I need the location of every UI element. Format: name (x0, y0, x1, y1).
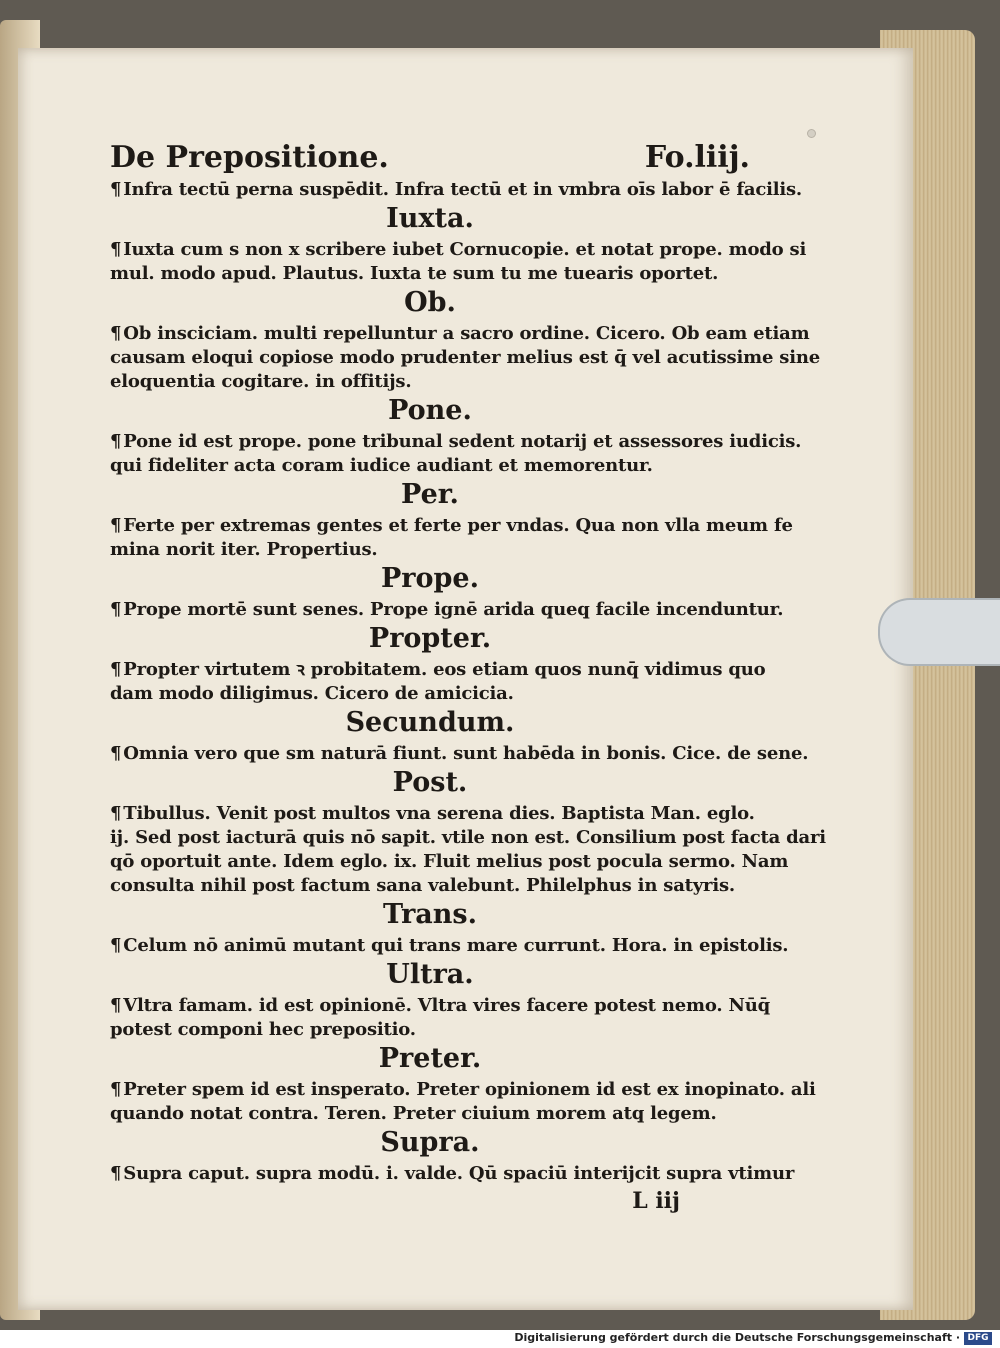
line-text: quando notat contra. Teren. Preter ciuium morem atq̧ legem. (110, 1103, 717, 1124)
text-line (110, 262, 750, 286)
line-text: Celum nō animū mutant qui trans mare currunt. Hora. in epistolis. (123, 935, 789, 956)
entry-heading: Per. (401, 479, 459, 510)
text-line (110, 1078, 816, 1102)
line-text: causam eloqui copiose modo prudenter melius est q̄ vel acutissime sine (110, 347, 820, 368)
line-text: mul. modo apud. Plautus. Iuxta te sum tu me tuearis oportet. (110, 263, 719, 284)
pilcrow-icon: ¶ (110, 995, 122, 1016)
line-text: potest componi hec prepositio. (110, 1019, 416, 1040)
line-text: qō oportuit ante. Idem eglo. ix. Fluit melius post pocula sermo. Nam (110, 851, 789, 872)
entry-heading: Supra. (380, 1127, 480, 1158)
text-line (110, 934, 789, 958)
line-text: Tibullus. Venit post multos vna serena dies. Baptista Man. eglo. (123, 803, 755, 824)
text-line (110, 322, 810, 346)
entry-heading: Ultra. (386, 959, 474, 990)
entry-heading: Pone. (388, 395, 472, 426)
entry-heading: Preter. (378, 1043, 482, 1074)
line-text: Infra tectū perna suspēdit. Infra tectū et in vmbra oīs labor ē facilis. (123, 179, 802, 200)
line-text: Prope mortē sunt senes. Prope ignē arida queq̧ facile incenduntur. (123, 599, 784, 620)
entry-heading: Trans. (382, 899, 478, 930)
text-line (110, 238, 807, 262)
line-text: Omnia vero que sm naturā fiunt. sunt habēda in bonis. Cice. de sene. (123, 743, 809, 764)
text-line (110, 874, 750, 898)
footer-credit: Digitalisierung gefördert durch die Deutsche Forschungsgemeinschaft · (514, 1331, 960, 1344)
footer-bar (0, 1330, 1000, 1348)
line-text: Ob insciciam. multi repelluntur a sacro ordine. Cicero. Ob eam etiam (123, 323, 810, 344)
text-line (110, 850, 789, 874)
text-line (110, 658, 766, 682)
text-line (110, 1102, 750, 1126)
line-text: consulta nihil post factum sana valebunt. Philelphus in satyris. (110, 875, 735, 896)
line-text: ij. Sed post iacturā quis nō sapit. vtile non est. Consilium post facta dari (110, 827, 826, 848)
line-text: Iuxta cum s non x scribere iubet Cornucopie. et notat prope. modo si (123, 239, 807, 260)
text-line (110, 430, 802, 454)
text-line (110, 598, 784, 622)
page-clip (878, 598, 1000, 666)
entry-heading: Secundum. (345, 707, 515, 738)
text-line (110, 802, 755, 826)
line-text: Ferte per extremas gentes et ferte per vndas. Qua non vlla meum fe (123, 515, 793, 536)
folio-number: Fo.liij. (644, 140, 750, 175)
line-text: Pone id est prope. pone tribunal sedent notarij et assessores iudicis. (123, 431, 802, 452)
entry-heading: Propter. (368, 623, 492, 654)
pilcrow-icon: ¶ (110, 431, 122, 452)
text-line (110, 826, 826, 850)
text-line (110, 1018, 750, 1042)
text-line (110, 178, 802, 202)
entry-heading: Ob. (404, 287, 456, 318)
running-head-title: De Prepositione. (110, 140, 389, 175)
text-line (110, 370, 750, 394)
text-line (110, 454, 750, 478)
line-text: mina norit iter. Propertius. (110, 539, 378, 560)
entry-heading: Iuxta. (386, 203, 474, 234)
line-text: Propter virtutem ꝛ probitatem. eos etiam quos nunq̄ vidimus quo (123, 659, 766, 680)
running-head (110, 140, 750, 178)
text-block (110, 140, 826, 1216)
text-line (110, 346, 820, 370)
text-line (110, 994, 770, 1018)
line-text: Vltra famam. id est opinionē. Vltra vires facere potest nemo. Nūq̄ (123, 995, 770, 1016)
pilcrow-icon: ¶ (110, 659, 122, 680)
pilcrow-icon: ¶ (110, 239, 122, 260)
text-line (110, 514, 793, 538)
text-line (110, 742, 809, 766)
pilcrow-icon: ¶ (110, 599, 122, 620)
page-spot (807, 129, 816, 138)
entry-heading: Post. (392, 767, 468, 798)
pilcrow-icon: ¶ (110, 1079, 122, 1100)
line-text: Supra caput. supra modū. i. valde. Qū spaciū interijcit supra vtimur (123, 1163, 795, 1184)
pilcrow-icon: ¶ (110, 1163, 122, 1184)
text-line (110, 1162, 795, 1186)
pilcrow-icon: ¶ (110, 179, 122, 200)
line-text: Preter spem id est insperato. Preter opinionem id est ex inopinato. ali (123, 1079, 816, 1100)
line-text: dam modo diligimus. Cicero de amicicia. (110, 683, 514, 704)
text-line (110, 538, 750, 562)
text-line (110, 682, 750, 706)
dfg-logo: DFG (964, 1332, 992, 1345)
entry-heading: Prope. (381, 563, 479, 594)
pilcrow-icon: ¶ (110, 743, 122, 764)
signature-mark: L iij (632, 1188, 680, 1214)
line-text: qui fideliter acta coram iudice audiant et memorentur. (110, 455, 653, 476)
pilcrow-icon: ¶ (110, 323, 122, 344)
pilcrow-icon: ¶ (110, 515, 122, 536)
line-text: eloquentia cogitare. in offitijs. (110, 371, 412, 392)
entries-list (110, 178, 826, 1186)
pilcrow-icon: ¶ (110, 803, 122, 824)
pilcrow-icon: ¶ (110, 935, 122, 956)
